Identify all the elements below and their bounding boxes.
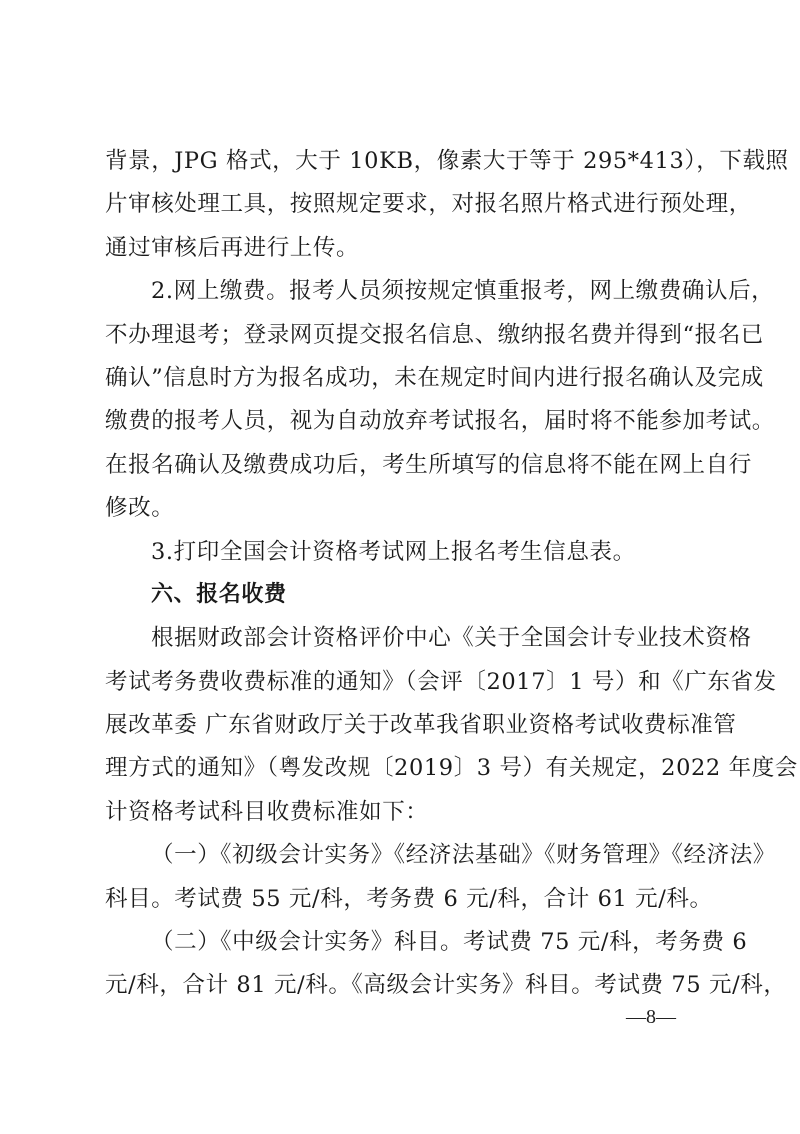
text-line: 元/科，合计 81 元/科。《高级会计实务》科目。考试费 75 元/科， [105, 972, 787, 999]
paragraph-fee-intermediate [105, 924, 787, 1011]
paragraph-fee-junior [105, 837, 776, 924]
text-line: 修改。 [105, 495, 175, 522]
text-line: （一）《初级会计实务》《经济法基础》《财务管理》《经济法》 [151, 842, 776, 869]
text-line: 通过审核后再进行上传。 [105, 234, 360, 261]
text-line: 2.网上缴费。报考人员须按规定慎重报考，网上缴费确认后， [151, 278, 775, 305]
text-line: 计资格考试科目收费标准如下： [105, 798, 429, 825]
document-page [105, 143, 798, 1011]
text-line: 缴费的报考人员，视为自动放弃考试报名，届时将不能参加考试。 [105, 408, 775, 435]
text-line: 展改革委 广东省财政厅关于改革我省职业资格考试收费标准管 [105, 712, 737, 739]
text-line: 理方式的通知》（粤发改规〔2019〕3 号）有关规定，2022 年度会 [105, 755, 798, 782]
text-line: 片审核处理工具，按照规定要求，对报名照片格式进行预处理， [105, 191, 752, 218]
text-line: 背景，JPG 格式，大于 10KB，像素大于等于 295*413），下载照 [105, 148, 789, 174]
paragraph-online-payment [105, 273, 775, 533]
text-line: 3.打印全国会计资格考试网上报名考生信息表。 [151, 538, 636, 565]
page-number: —8— [626, 1006, 676, 1028]
text-line: 科目。考试费 55 元/科，考务费 6 元/科，合计 61 元/科。 [105, 885, 713, 912]
paragraph-photo-requirements [105, 143, 789, 273]
text-line: （二）《中级会计实务》科目。考试费 75 元/科，考务费 6 [151, 929, 748, 956]
text-line: 根据财政部会计资格评价中心《关于全国会计专业技术资格 [151, 625, 752, 652]
text-line: 在报名确认及缴费成功后，考生所填写的信息将不能在网上自行 [105, 451, 752, 478]
paragraph-fee-basis [105, 620, 798, 837]
section-heading-text: 六、报名收费 [151, 581, 287, 607]
section-heading [105, 577, 697, 620]
text-line: 不办理退考；登录网页提交报名信息、缴纳报名费并得到“报名已 [105, 321, 764, 348]
paragraph-print-info-sheet [105, 534, 697, 577]
text-line: 确认”信息时方为报名成功，未在规定时间内进行报名确认及完成 [105, 364, 764, 391]
text-line: 考试考务费收费标准的通知》（会评〔2017〕1 号）和《广东省发 [105, 668, 777, 695]
